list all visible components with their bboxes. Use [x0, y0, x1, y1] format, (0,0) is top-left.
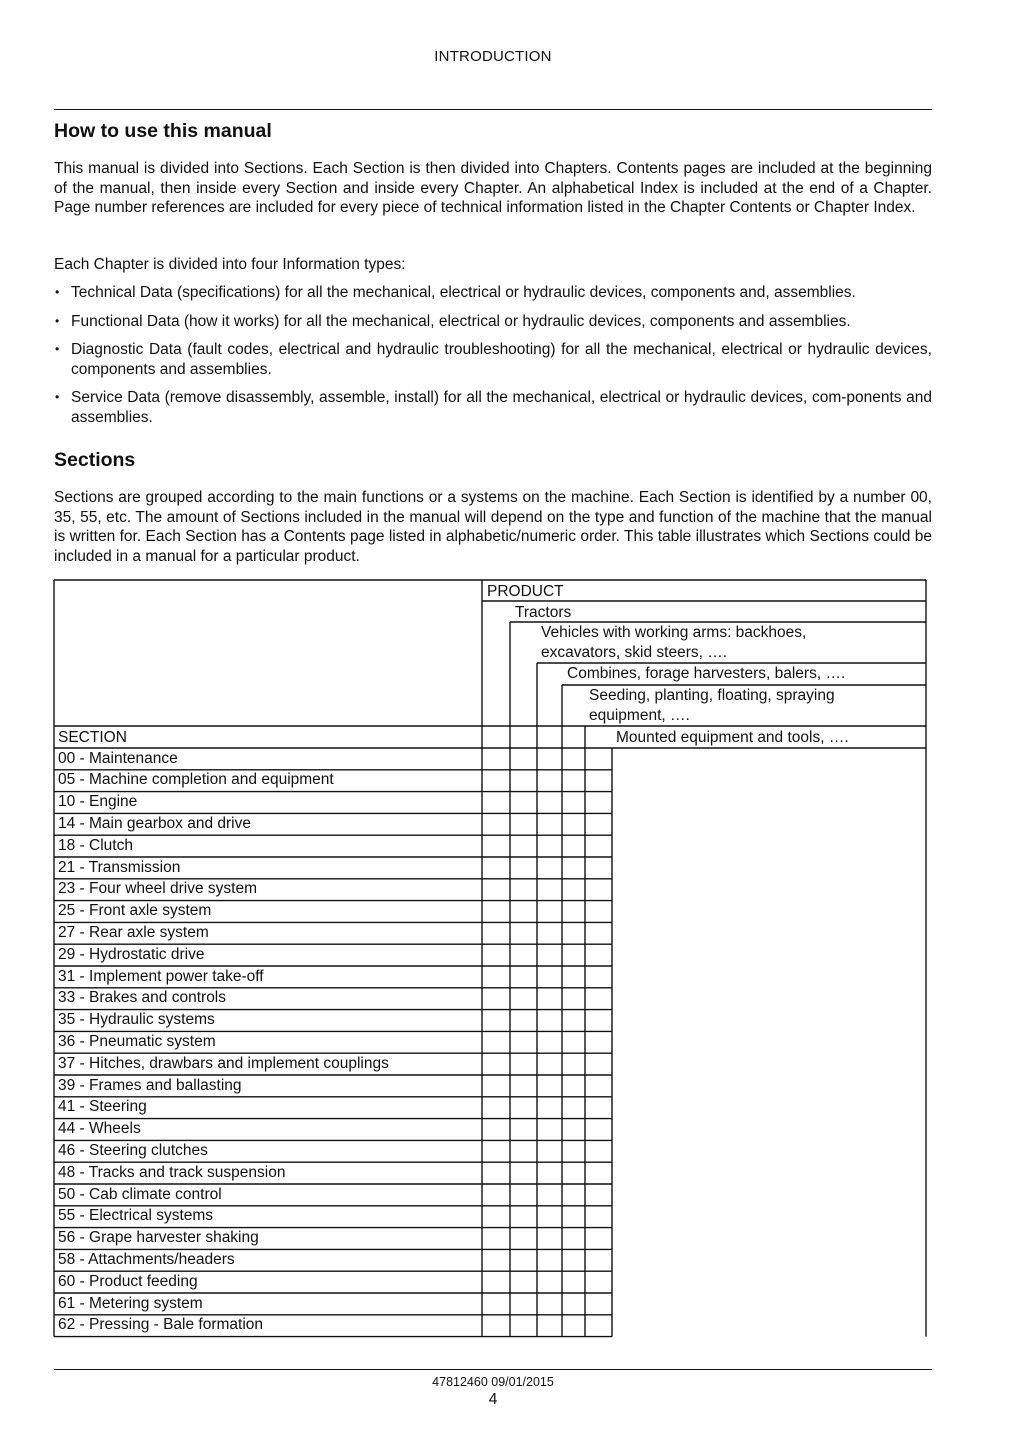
table-row: 58 - Attachments/headers — [58, 1250, 235, 1268]
table-row: 33 - Brakes and controls — [58, 989, 227, 1007]
table-row: 31 - Implement power take-off — [58, 967, 264, 985]
product-column-tractors: Tractors — [515, 604, 572, 621]
table-row: 25 - Front axle system — [58, 902, 212, 920]
table-row: 21 - Transmission — [58, 858, 181, 876]
table-row: 48 - Tracks and track suspension — [58, 1163, 286, 1181]
table-row: 44 - Wheels — [58, 1120, 141, 1138]
table-row: 55 - Electrical systems — [58, 1207, 214, 1225]
info-type-item: • Technical Data (specifications) for all the mechanical, electrical or hydraulic devices, components and, assemblies. — [54, 283, 932, 303]
product-header: PRODUCT — [487, 583, 564, 600]
info-type-item: • Diagnostic Data (fault codes, electrical and hydraulic troubleshooting) for all the mechanical, electrical or hydraulic devices, components and assemblies. — [54, 340, 932, 379]
table-row: 29 - Hydrostatic drive — [58, 945, 205, 963]
table-row: 41 - Steering — [58, 1098, 147, 1116]
table-row: 00 - Maintenance — [58, 749, 178, 767]
info-types-lead: Each Chapter is divided into four Information types: — [54, 256, 406, 273]
section-header: SECTION — [58, 729, 127, 746]
how-to-use-heading: How to use this manual — [54, 120, 272, 142]
table-row: 60 - Product feeding — [58, 1272, 198, 1290]
product-column-seeding: Seeding, planting, floating, spraying equipment, …. — [589, 687, 835, 724]
how-to-use-intro: This manual is divided into Sections. Each Section is then divided into Chapters. Contents pages are included at the beginning of the manual, then inside every Section and inside every Chapter. An alphabetical Index is included at the end of a Chapter. Page number references are included for every piece of technical information listed in the Chapter Contents or Chapter Index. — [54, 160, 932, 217]
page-number: 4 — [488, 1391, 498, 1408]
table-row: 56 - Grape harvester shaking — [58, 1229, 259, 1247]
table-row: 10 - Engine — [58, 793, 138, 811]
table-row: 36 - Pneumatic system — [58, 1032, 216, 1050]
table-row: 18 - Clutch — [58, 836, 133, 854]
product-column-mounted: Mounted equipment and tools, …. — [616, 729, 849, 746]
footer-rule — [54, 1369, 932, 1370]
product-column-combines: Combines, forage harvesters, balers, …. — [567, 665, 846, 682]
table-row: 27 - Rear axle system — [58, 923, 209, 941]
product-column-working-arms: Vehicles with working arms: backhoes, excavators, skid steers, …. — [541, 624, 807, 661]
table-row: 14 - Main gearbox and drive — [58, 814, 252, 832]
sections-intro: Sections are grouped according to the main functions or a systems on the machine. Each Section is identified by a number 00, 35, 55, etc. The amount of Sections included in the manual will depend on the type and function of the machine that the manual is written for. Each Section has a Contents page listed in alphabetic/numeric order. This table illustrates which Sections could be included in a manual for a particular product. — [54, 489, 932, 565]
table-row: 46 - Steering clutches — [58, 1141, 208, 1159]
running-header: INTRODUCTION — [434, 48, 552, 65]
table-row: 05 - Machine completion and equipment — [58, 771, 334, 789]
table-row: 62 - Pressing - Bale formation — [58, 1316, 264, 1334]
table-row: 37 - Hitches, drawbars and implement couplings — [58, 1054, 389, 1072]
table-row: 23 - Four wheel drive system — [58, 880, 257, 898]
info-type-item: • Service Data (remove disassembly, assemble, install) for all the mechanical, electrical or hydraulic devices, com-ponents and assemblies. — [54, 388, 932, 427]
table-row: 35 - Hydraulic systems — [58, 1011, 215, 1029]
sections-heading: Sections — [54, 449, 136, 471]
document-code: 47812460 09/01/2015 — [432, 1375, 554, 1389]
info-type-item: • Functional Data (how it works) for all the mechanical, electrical or hydraulic devices, components and assemblies. — [54, 312, 932, 332]
table-row: 50 - Cab climate control — [58, 1185, 222, 1203]
table-row: 39 - Frames and ballasting — [58, 1076, 242, 1094]
table-row: 61 - Metering system — [58, 1294, 203, 1312]
